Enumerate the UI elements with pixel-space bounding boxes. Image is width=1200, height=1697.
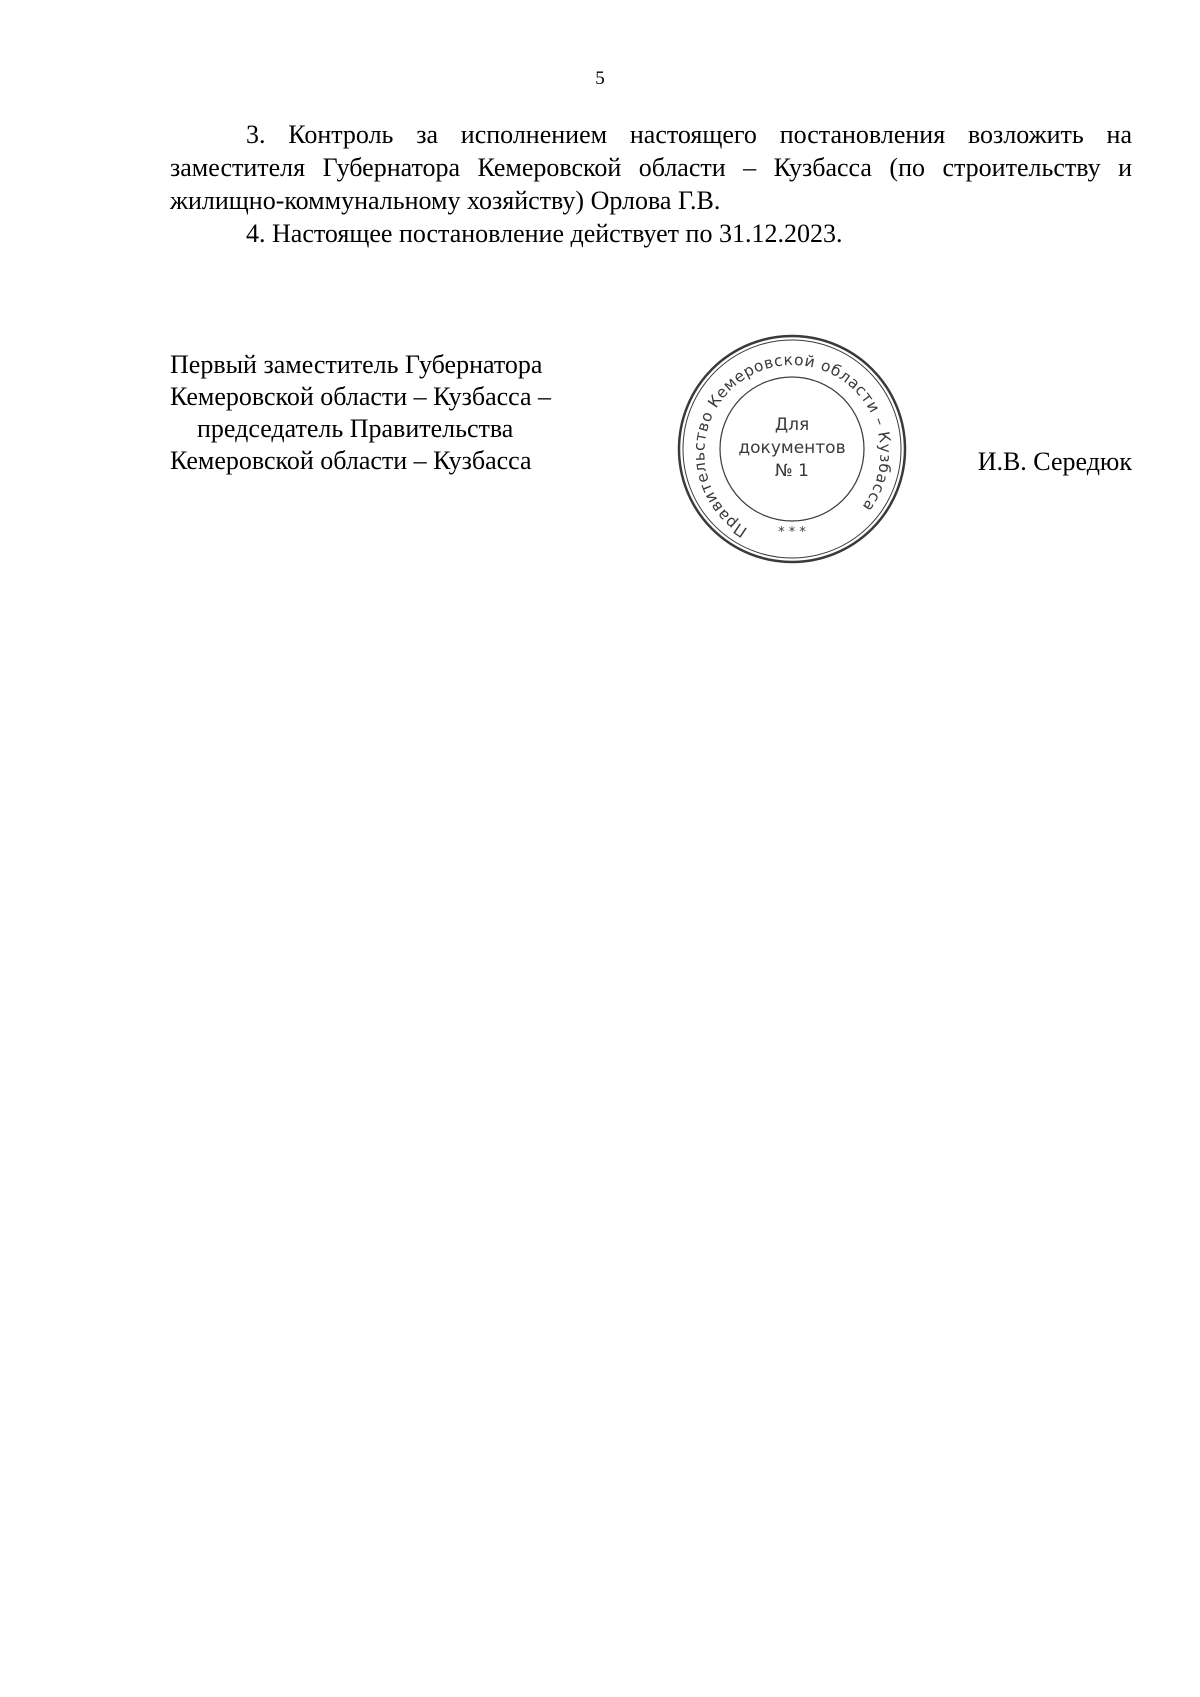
page-number: 5: [595, 68, 605, 89]
stamp-center-line: № 1: [775, 461, 809, 481]
stamp-ring-text: Правительство Кемеровской области – Кузбасса: [690, 350, 895, 541]
paragraph-3: 3. Контроль за исполнением настоящего постановления возложить на заместителя Губернатора Кемеровской области – Кузбасса (по строительству и жилищно-коммунальному хозяйству) Орлова Г.В.: [170, 120, 1132, 215]
paragraph-4: 4. Настоящее постановление действует по 31.12.2023.: [246, 219, 843, 248]
signer-position-line: Кемеровской области – Кузбасса: [170, 446, 532, 475]
stamp-center-line: Для: [774, 415, 810, 435]
signer-position: [170, 349, 610, 477]
official-stamp: [676, 333, 908, 565]
signer-position-line: председатель Правительства: [197, 414, 514, 443]
signer-name: И.В. Середюк: [977, 447, 1132, 476]
signer-position-line: Кемеровской области – Кузбасса –: [170, 382, 552, 411]
stamp-stars: * * *: [778, 525, 806, 540]
document-body: [170, 118, 1132, 250]
stamp-center-line: документов: [738, 438, 846, 458]
signer-position-line: Первый заместитель Губернатора: [170, 350, 543, 379]
